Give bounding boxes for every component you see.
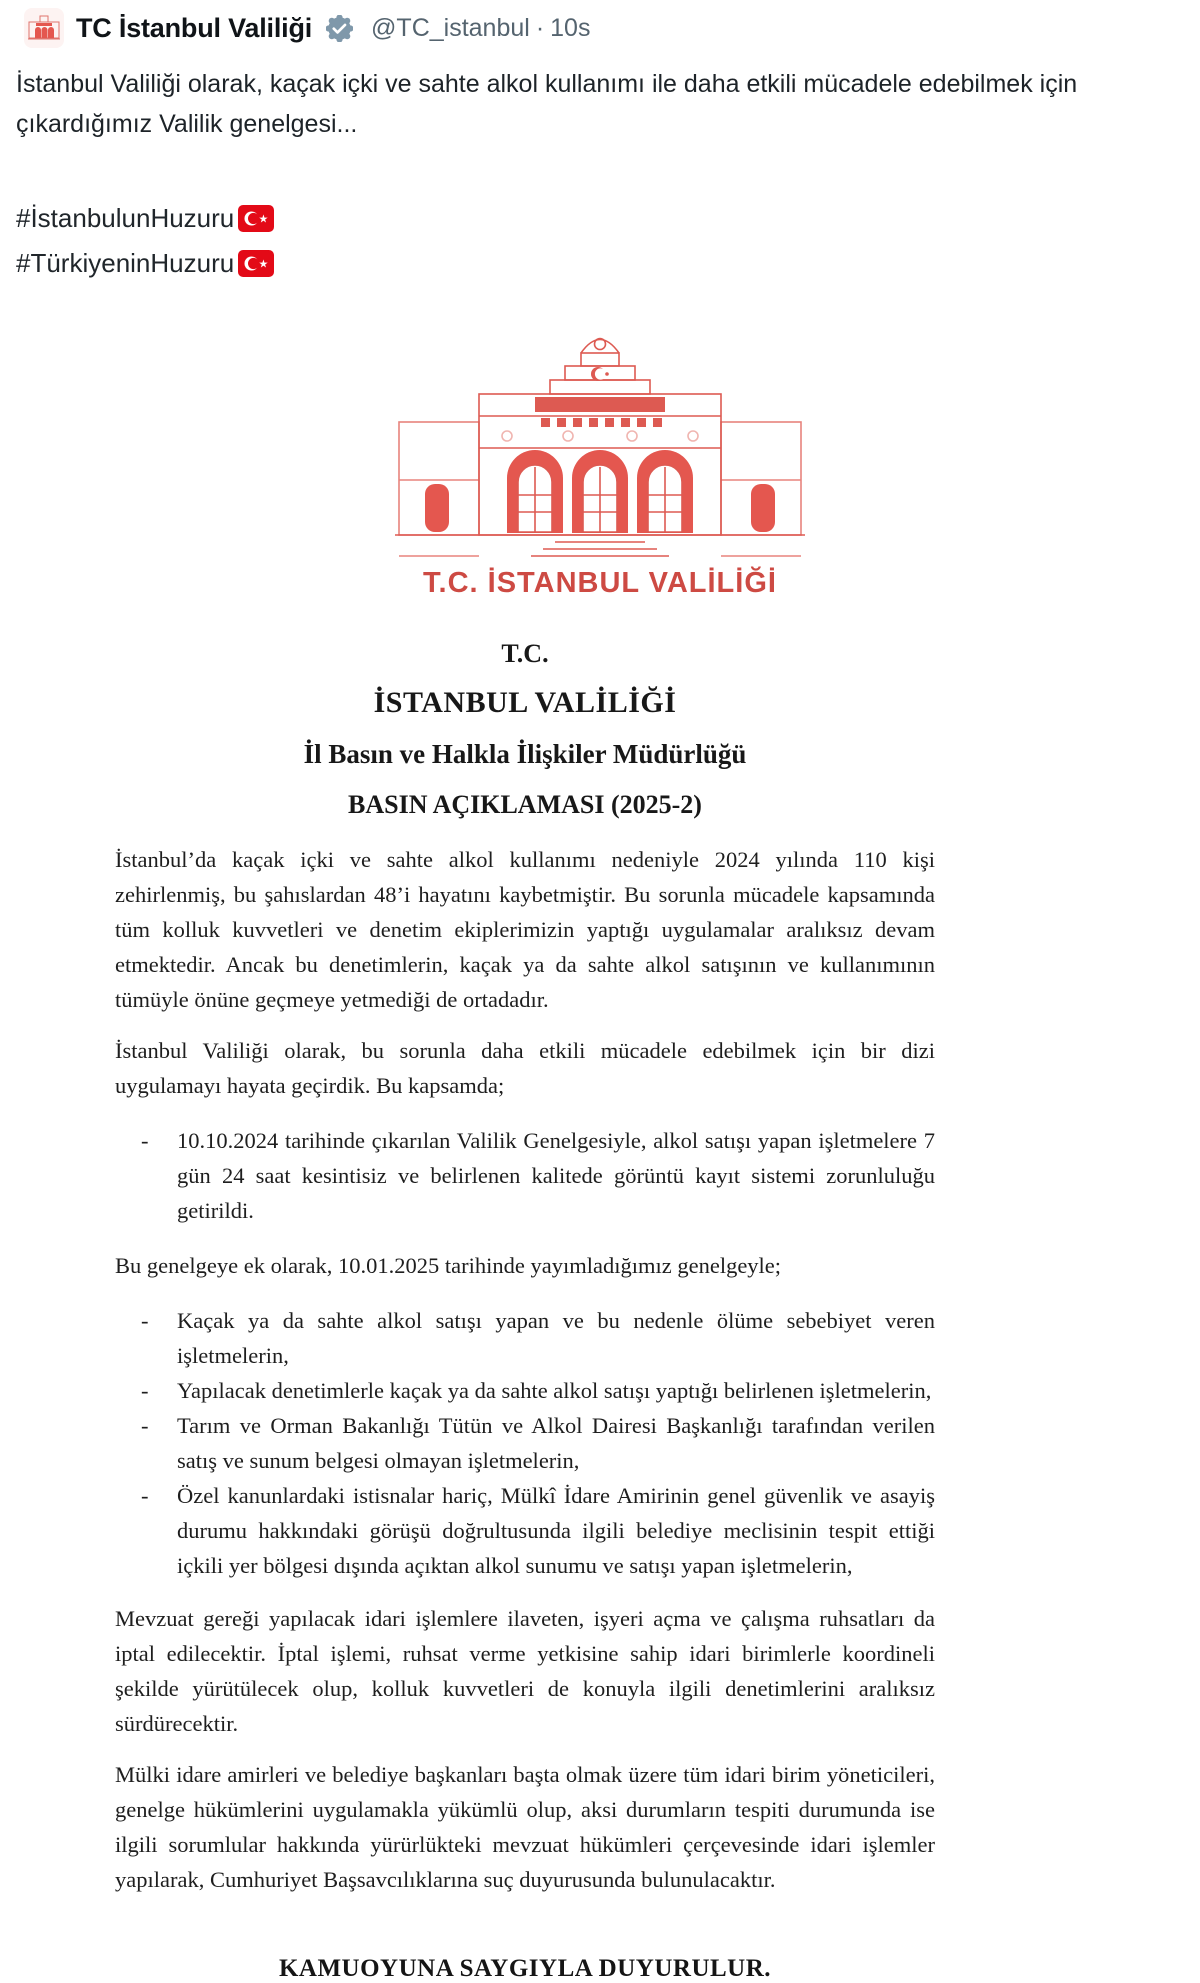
list-item: - Kaçak ya da sahte alkol satışı yapan ve bu nedenle ölüme sebebiyet veren işletmelerin,	[115, 1303, 935, 1373]
doc-paragraph-3: Bu genelgeye ek olarak, 10.01.2025 tarihinde yayımladığımız genelgeyle;	[115, 1253, 782, 1278]
press-release-body	[115, 630, 935, 1983]
doc-list-1	[115, 1123, 935, 1228]
governorship-building-icon	[385, 332, 815, 560]
meta-separator: ·	[535, 13, 545, 42]
hashtag-istanbulun-huzuru[interactable]: #İstanbulunHuzuru	[16, 203, 235, 233]
list-dash-marker: -	[141, 1413, 149, 1438]
turkish-flag-icon	[238, 250, 274, 277]
tweet-text: İstanbul Valiliği olarak, kaçak içki ve sahte alkol kullanımı ile daha etkili mücadele edebilmek için çıkardığımız Valilik genelgesi...	[16, 70, 1078, 138]
doc-list-2	[115, 1303, 935, 1583]
hashtag-turkiyenin-huzuru[interactable]: #TürkiyeninHuzuru	[16, 248, 235, 278]
governorship-logo	[0, 332, 1200, 600]
doc-heading-valilik: İSTANBUL VALİLİĞİ	[373, 686, 677, 719]
hashtag-block	[16, 196, 1184, 286]
list-item: - 10.10.2024 tarihinde çıkarılan Valilik Genelgesiyle, alkol satışı yapan işletmelere 7 gün 24 saat kesintisiz ve belirlenen kalitede görüntü kayıt sistemi zorunluluğu getirildi.	[115, 1123, 935, 1228]
doc-paragraph-1: İstanbul’da kaçak içki ve sahte alkol kullanımı nedeniyle 2024 yılında 110 kişi zehirlenmiş, bu şahıslardan 48’i hayatını kaybetmiştir. Bu sorunla mücadele kapsamında tüm kolluk kuvvetleri ve denetim ekiplerimizin yaptığı uygulamalar aralıksız devam etmektedir. Ancak bu denetimlerin, kaçak ya da sahte alkol satışının ve kullanımının tümüyle önüne geçmeye yetmediği de ortadadır.	[115, 847, 935, 1012]
doc-heading-mudurlugu: İl Basın ve Halkla İlişkiler Müdürlüğü	[303, 739, 747, 769]
doc-heading-tc: T.C.	[501, 639, 549, 668]
list-item: - Yapılacak denetimlerle kaçak ya da sahte alkol satışı yaptığı belirlenen işletmelerin,	[115, 1373, 935, 1408]
author-name[interactable]: TC İstanbul Valiliği	[76, 12, 313, 43]
list-dash-marker: -	[141, 1483, 149, 1508]
profile-avatar[interactable]	[24, 8, 64, 48]
doc-paragraph-5: Mülki idare amirleri ve belediye başkanları başta olmak üzere tüm idari birim yöneticileri, genelge hükümlerini uygulamakla yükümlü olup, aksi durumların tespiti durumunda ise ilgili sorumlular hakkında yürürlükteki mevzuat hükümleri çerçevesinde idari işlemler yapılarak, Cumhuriyet Başsavcılıklarına suç duyurusunda bulunulacaktır.	[115, 1762, 935, 1892]
tweet-meta	[371, 14, 596, 43]
doc-paragraph-2: İstanbul Valiliği olarak, bu sorunla daha etkili mücadele edebilmek için bir dizi uygulamayı hayata geçirdik. Bu kapsamda;	[115, 1038, 935, 1098]
list-item: - Tarım ve Orman Bakanlığı Tütün ve Alkol Dairesi Başkanlığı tarafından verilen satış ve sunum belgesi olmayan işletmelerin,	[115, 1408, 935, 1478]
verified-badge-icon	[326, 15, 353, 42]
tweet-timestamp[interactable]: 10s	[550, 13, 591, 42]
list-dash-marker: -	[141, 1378, 149, 1403]
list-dash-marker: -	[141, 1128, 149, 1153]
tweet-header	[0, 0, 1200, 48]
logo-caption: T.C. İSTANBUL VALİLİĞİ	[423, 567, 777, 599]
svg-text:★: ★	[258, 212, 269, 226]
governorship-emblem-icon	[26, 10, 62, 46]
svg-text:★: ★	[258, 257, 269, 271]
list-item: - Özel kanunlardaki istisnalar hariç, Mülkî İdare Amirinin genel güvenlik ve asayiş durumu hakkındaki görüşü doğrultusunda ilgili belediye meclisinin tespit ettiği içkili yer bölgesi dışında açıktan alkol sunumu ve satışı yapan işletmelerin,	[115, 1478, 935, 1583]
doc-closing-statement: KAMUOYUNA SAYGIYLA DUYURULUR.	[278, 1955, 772, 1982]
doc-paragraph-4: Mevzuat gereği yapılacak idari işlemlere ilaveten, işyeri açma ve çalışma ruhsatları da iptal edilecektir. İptal işlemi, ruhsat verme yetkisine sahip idari birimlerle koordineli şekilde yürütülecek olup, kolluk kuvvetleri de konuyla ilgili denetimlerini aralıksız sürdürecektir.	[115, 1606, 935, 1736]
turkish-flag-icon	[238, 205, 274, 232]
press-release-image[interactable]	[0, 332, 1200, 1983]
list-dash-marker: -	[141, 1308, 149, 1333]
author-handle[interactable]: @TC_istanbul	[371, 13, 530, 42]
doc-heading-basin-aciklamasi: BASIN AÇIKLAMASI (2025-2)	[348, 790, 702, 819]
